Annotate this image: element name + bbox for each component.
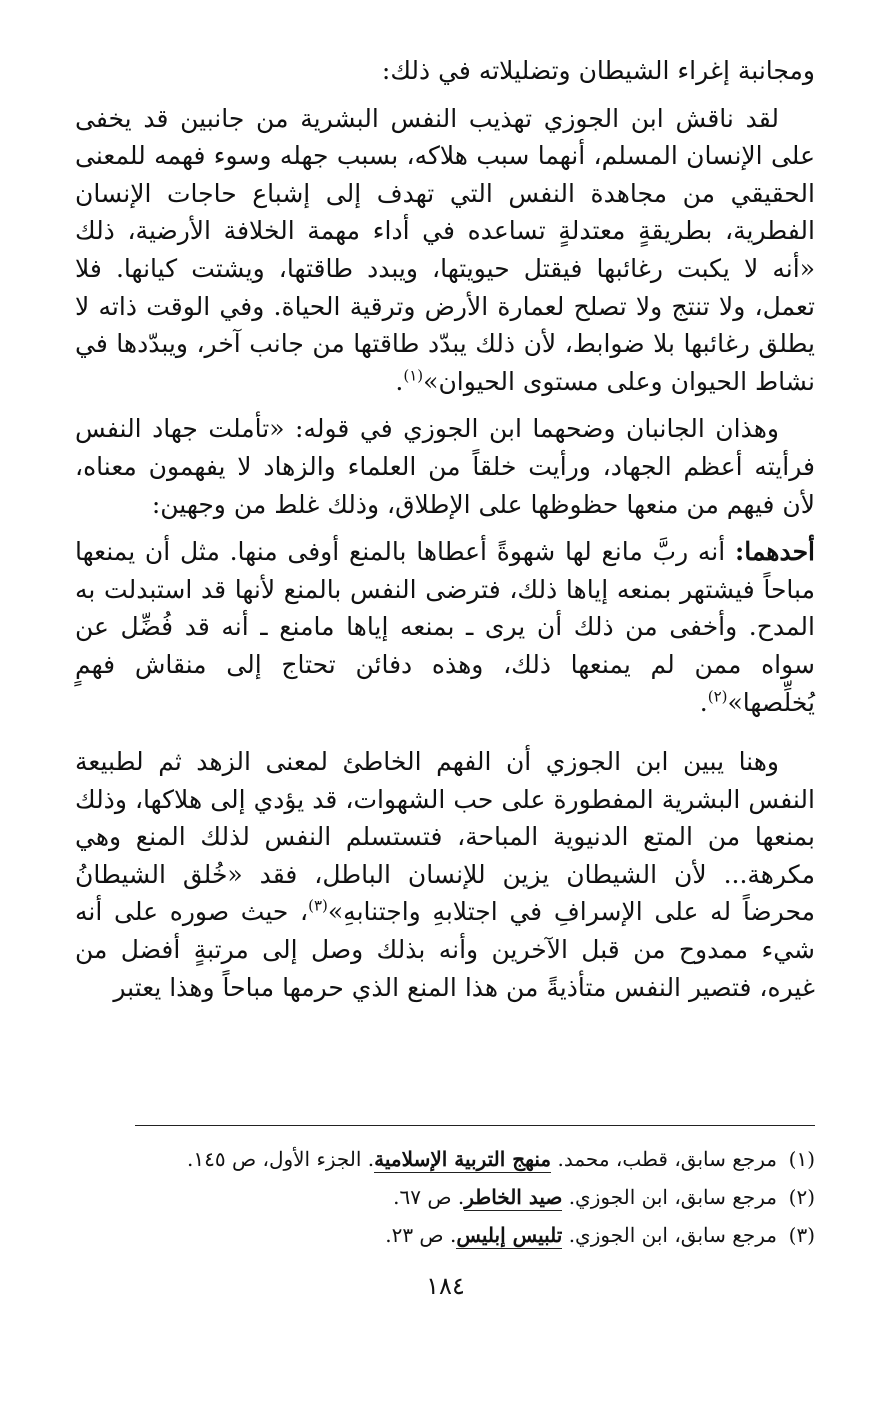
footnote-1: (١)مرجع سابق، قطب، محمد. منهج التربية الإسلامية. الجزء الأول، ص ١٤٥.: [187, 1147, 815, 1171]
footnote-book-title: تلبيس إبليس: [456, 1223, 563, 1247]
footnote-3: (٣)مرجع سابق، ابن الجوزي. تلبيس إبليس. ص ٢٣.: [385, 1223, 815, 1247]
paragraph-lead-label: أحدهما:: [734, 537, 815, 567]
footnote-book-title: منهج التربية الإسلامية: [374, 1147, 552, 1171]
page-number: ١٨٤: [426, 1272, 465, 1300]
footnotes: [75, 1140, 815, 1254]
paragraph-first-aspect: أحدهما: أنه ربَّ مانع لها شهوةً أعطاها بالمنع أوفى منها. مثل أن يمنعها مباحاً فيشتهر بمنعه إياها ذلك، فترضى النفس بالمنع لأنها قد استبدلت به المدح. وأخفى من ذلك أن يرى ـ بمنعه إياها مامنع ـ أنه قد فُضِّل عن سواه ممن لم يمنعها ذلك، وهذه دفائن تحتاج إلى منقاش فهمٍ يُخلِّصها»$^{(٢)}$.: [75, 537, 815, 717]
footnote-ref-2: (٢): [707, 687, 728, 706]
footnote-ref-3: (٣): [308, 897, 328, 916]
paragraph-zuhd: وهنا يبين ابن الجوزي أن الفهم الخاطئ لمعنى الزهد ثم لطبيعة النفس البشرية المفطورة على حب الشهوات، قد يؤدي إلى هلاكها، وذلك بمنعها من المتع الدنيوية المباحة، فتستسلم النفس لذلك المنع وهي مكرهة... لأن الشيطان يزين للإنسان الباطل، فقد «خُلق الشيطانُ محرضاً له على الإسرافِ في اجتلابهِ واجتنابهِ»$^{(٣)}$، حيث صوره على أنه شيء ممدوح من قبل الآخرين وأنه بذلك وصل إلى مرتبةٍ أفضل من غيره، فتصير النفس متأذيةً من هذا المنع الذي حرمها مباحاً وهذا يعتبر: [75, 747, 815, 1002]
footnote-book-title: صيد الخاطر: [464, 1185, 563, 1209]
paragraph-intro: ومجانبة إغراء الشيطان وتضليلاته في ذلك:: [381, 56, 815, 85]
footnote-2: (٢)مرجع سابق، ابن الجوزي. صيد الخاطر. ص ٦٧.: [393, 1185, 815, 1209]
paragraph-two-aspects: لقد ناقش ابن الجوزي تهذيب النفس البشرية من جانبين قد يخفى على الإنسان المسلم، أنهما سبب هلاكه، بسبب جهله وسوء فهمه للمعنى الحقيقي من مجاهدة النفس التي تهدف إلى إشباع حاجات الإنسان الفطرية، بطريقةٍ معتدلةٍ تساعده في أداء مهمة الخلافة الأرضية، ذلك «أنه لا يكبت رغائبها فيقتل حيويتها، ويبدد طاقتها، ويشتت كيانها. فلا تعمل، ولا تنتج ولا تصلح لعمارة الأرض وترقية الحياة. وفي الوقت ذاته لا يطلق رغائبها بلا ضوابط، لأن ذلك يبدّد طاقتها من جانب آخر، ويبدّدها في نشاط الحيوان وعلى مستوى الحيوان»$^{(١)}$.: [75, 103, 815, 396]
paragraph-quote-jihad: وهذان الجانبان وضحهما ابن الجوزي في قوله: «تأملت جهاد النفس فرأيته أعظم الجهاد، ورأيت خلقاً من العلماء والزهاد لا يفهمون معناه، لأن فيهم من منعها حظوظها على الإطلاق، وذلك غلط من وجهين:: [75, 414, 815, 519]
footnote-divider: [135, 1125, 815, 1126]
footnote-ref-1: (١): [403, 366, 424, 385]
body-text: [75, 52, 815, 1006]
